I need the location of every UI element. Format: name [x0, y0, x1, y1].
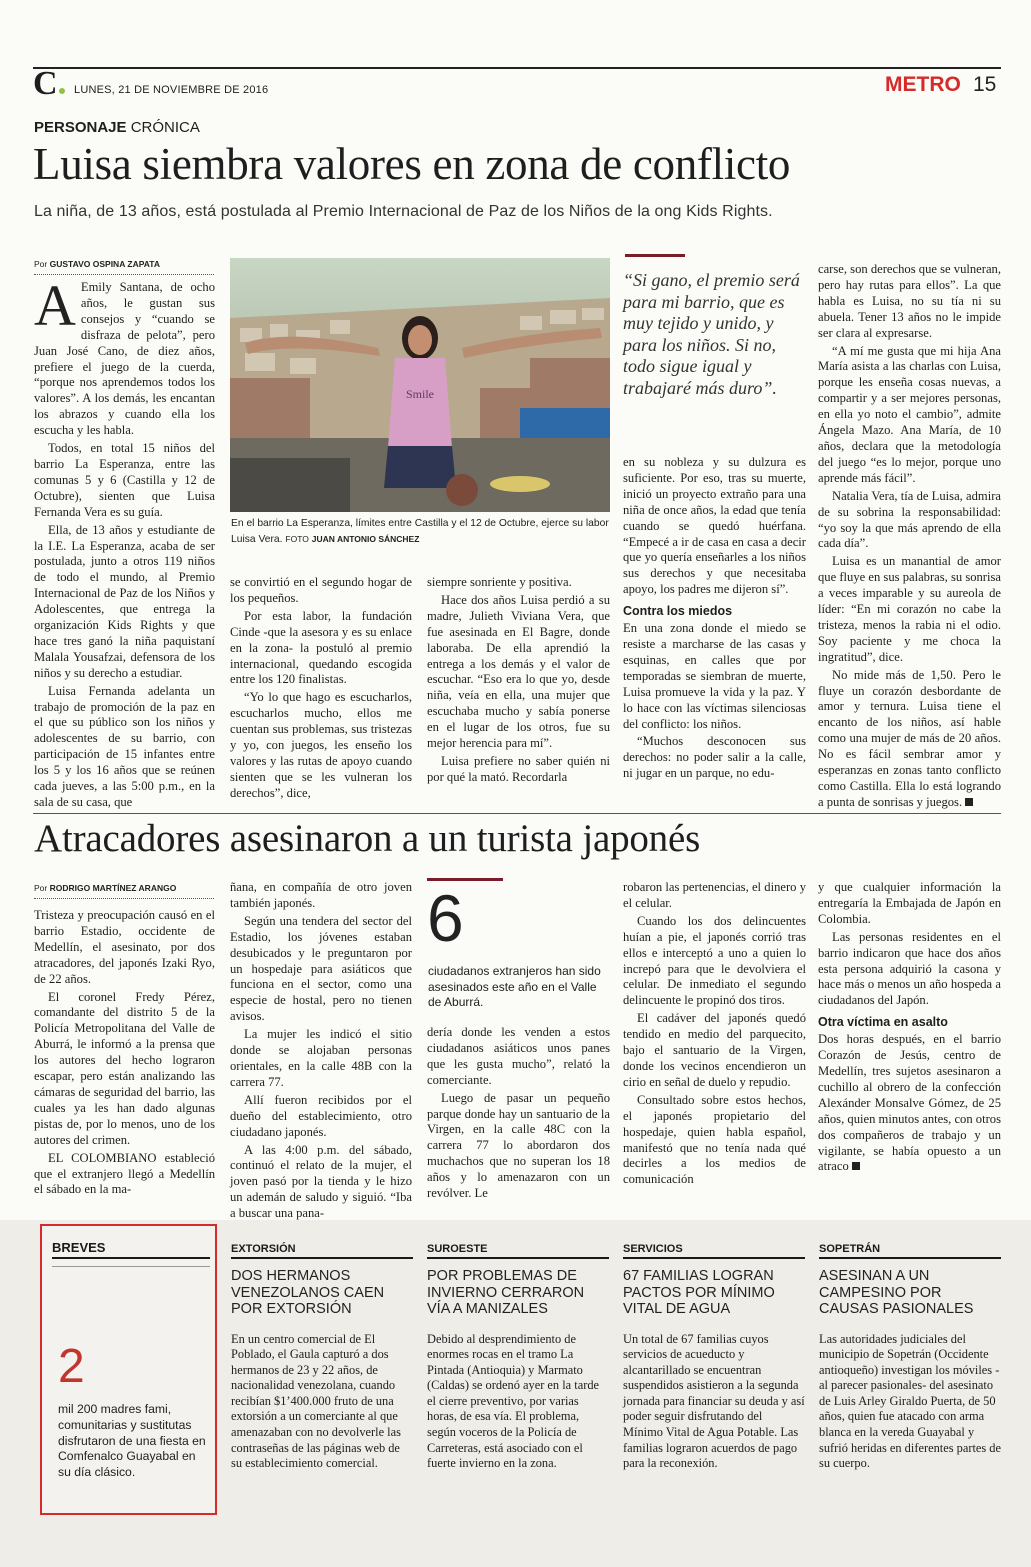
logo-letter: C	[33, 65, 58, 102]
dropcap: A	[34, 273, 76, 338]
byline-author: RODRIGO MARTÍNEZ ARANGO	[49, 883, 177, 893]
article2-paragraph: Allí fueron recibidos por el dueño del establecimiento, otro ciudadano japonés.	[230, 1092, 412, 1139]
article1-paragraph: “A mí me gusta que mi hija Ana María asista a las charlas con Luisa, porque les enseña cosas nuevas, a compartir y a ser mejores personas, en ella yo noto el cambio”, admite Ángela Mazo. Ana María, de 10 años, declara que la metodología del juego “es lo mejor, porque uno aprende más fácil”.	[818, 343, 1001, 485]
article2-col4	[623, 880, 806, 1190]
article1-paragraph: Luisa prefiere no saber quién ni por qué la mató. Recordarla	[427, 753, 610, 784]
article2-paragraph: Según una tendera del sector del Estadio, los jóvenes estaban desubicados y le preguntaron por un hospedaje para asiáticos que funciona en el sector, como una especie de hostal, pero no tienen avisos.	[230, 913, 412, 1024]
top-rule	[33, 67, 1001, 69]
breve-title: POR PROBLEMAS DE INVIERNO CERRARON VÍA A MANIZALES	[427, 1268, 585, 1317]
article2-paragraph: Dos horas después, en el barrio Corazón de Jesús, centro de Medellín, tres sujetos asesinaron a cuchillo al obrero de la confección Alexánder Monsalve Gómez, de 25 años, quien minutos antes, con otros dos compañeros de trabajo y un vigilante, se había opuesto a un atraco	[818, 1032, 1001, 1174]
article1-paragraph: carse, son derechos que se vulneran, pero hay rutas para ellos”. La que habla es Luisa, no su tía ni su abuela. Tener 13 años no le impide ser clara al expresarse.	[818, 262, 1001, 340]
article2-paragraph: ñana, en compañía de otro joven también japonés.	[230, 880, 412, 910]
logo-dot-icon	[59, 88, 65, 94]
article2-paragraph: Luego de pasar un pequeño parque donde hay un santuario de la Virgen, en la calle 48C con la carrera 77 lo abordaron dos muchachos que no superan los 18 años y lo amenazaron con un revólver. Le	[427, 1090, 610, 1201]
article1-paragraph: Ella, de 13 años y estudiante de la I.E. La Esperanza, acaba de ser postulada, junto a otros 119 niños de todo el mundo, al Premio Internacional de Paz de los Niños y Adolescentes, que entrega la organización Kids Rights y que hace tres ganó la niña paquistaní Malala Yousafzai, defensora de los niños y su derecho a estudiar.	[34, 522, 215, 680]
article1-col5	[818, 262, 1001, 813]
article1-paragraph: siempre sonriente y positiva.	[427, 575, 572, 589]
article2-col1	[34, 908, 215, 1200]
pullquote-rule	[625, 254, 685, 257]
kicker-genre: CRÓNICA	[130, 119, 200, 136]
kicker	[34, 119, 200, 136]
headline-2: Atracadores asesinaron a un turista japonés	[34, 817, 701, 860]
breves-label-rule	[52, 1266, 210, 1267]
stat-number: 6	[427, 881, 464, 955]
photo-credit-label: FOTO	[285, 533, 309, 544]
deck: La niña, de 13 años, está postulada al Premio Internacional de Paz de los Niños de la ong Kids Rights.	[34, 203, 773, 220]
kicker-section: PERSONAJE	[34, 119, 127, 136]
byline-prefix: Por	[34, 883, 48, 893]
breves-label: BREVES	[52, 1240, 210, 1259]
article1-paragraph: Por esta labor, la fundación Cinde -que la asesora y es su enlace en la zona- la postuló al premio internacional, quedando escogida entre los 120 finalistas.	[230, 608, 412, 687]
section-name: METRO	[885, 73, 961, 96]
end-mark-icon	[965, 798, 973, 806]
issue-date: LUNES, 21 DE NOVIEMBRE DE 2016	[74, 84, 269, 96]
headline: Luisa siembra valores en zona de conflicto	[33, 139, 791, 189]
article2-paragraph: dería donde les venden a estos ciudadanos asiáticos unos panes que les gusta mucho”, relató la comerciante.	[427, 1025, 610, 1087]
breve-servicios	[623, 1243, 805, 1472]
article2-paragraph: Tristeza y preocupación causó en el barrio Estadio, occidente de Medellín, el asesinato, por dos atracadores, del japonés Izaki Ryo, de 22 años.	[34, 908, 215, 986]
article2-paragraph: El cadáver del japonés quedó tendido en medio del parquecito, bajo el santuario de la Virgen, donde los vecinos encendieron un cirio en señal de duelo y repudio.	[623, 1011, 806, 1089]
breve-tag: SUROESTE	[427, 1243, 609, 1259]
subheading: Contra los miedos	[623, 604, 733, 619]
byline-2	[34, 883, 176, 893]
article1-col1	[34, 273, 215, 813]
breve-tag: EXTORSIÓN	[231, 1243, 413, 1259]
breve-title: DOS HERMANOS VENEZOLANOS CAEN POR EXTORSIÓN	[231, 1268, 385, 1317]
article2-paragraph: robaron las pertenencias, el dinero y el celular.	[623, 880, 806, 910]
breve-body: Debido al desprendimiento de enormes rocas en el tramo La Pintada (Antioquia) y Marmato (Caldas) se ordenó ayer en la tarde el cierre preventivo, por varias horas, de esa vía. El problema, según voceros de la Policía de Carreteras, está asociado con el fuerte invierno en la zona.	[427, 1331, 600, 1471]
article-separator	[33, 813, 1001, 814]
breve-body: Un total de 67 familias cuyos servicios de acueducto y alcantarillado se encuentran suspendidos asistieron a la segunda jornada para financiar su deuda y así poder seguir disfrutando del Mínimo Vital de Agua Potable. Las familias lograron acuerdos de pago para la reconexión.	[623, 1331, 805, 1471]
article1-paragraph: Natalia Vera, tía de Luisa, admira de su sobrina la responsabilidad: “yo soy la que más aprendo de ella cada día”.	[818, 488, 1001, 551]
article2-col3	[427, 1025, 610, 1204]
svg-text:Smile: Smile	[406, 387, 435, 401]
article1-paragraph: No mide más de 1,50. Pero le fluye un corazón desbordante de amor y ternura. Luisa tiene el encanto de los niños, así hable como una mujer de más de 20 años. No es fácil sembrar amor y esperanzas en zonas tanto conflicto como Castilla. Ella lo está logrando a punta de sonrisas y juegos.	[818, 667, 1001, 809]
article2-paragraph: EL COLOMBIANO estableció que el extranjero llegó a Medellín el sábado en la ma-	[34, 1150, 215, 1197]
article2-paragraph: La mujer les indicó el sitio donde se alojaban personas orientales, en la calle 48B con la carrera 77.	[230, 1027, 412, 1089]
logo	[33, 66, 65, 102]
article2-paragraph: Las personas residentes en el barrio indicaron que hace dos años esta persona adquirió la casona y hace más o menos un año hospeda a ciudadanos del Japón.	[818, 929, 1001, 1008]
breves-stat-number: 2	[58, 1340, 85, 1393]
breve-body: Las autoridades judiciales del municipio de Sopetrán (Occidente antioqueño) investigan los móviles -al parecer pasionales- del asesinato de Luis Arley Giraldo Puerta, de 50 años, quien fue atacado con arma blanca en la vereda Guayabal y sufrió heridas en diferentes partes de su cuerpo.	[819, 1331, 1001, 1471]
subheading: Otra víctima en asalto	[818, 1015, 948, 1030]
photo-credit: JUAN ANTONIO SÁNCHEZ	[311, 533, 420, 544]
stat-text: ciudadanos extranjeros han sido asesinados este año en el Valle de Aburrá.	[428, 964, 601, 1009]
article1-paragraph: Hace dos años Luisa perdió a su madre, Julieth Viviana Vera, que fue asesinada en El Bagre, donde laboraba. De ella aprendió la entrega a los demás y el valor de escuchar. “Eso era lo que yo, desde niña, veía en ella, una mujer que escuchaba mucho y sabía ponerse en el lugar de los otros, fue su mejor herencia para mí”.	[427, 592, 610, 751]
breve-tag: SERVICIOS	[623, 1243, 805, 1259]
breve-title: ASESINAN A UN CAMPESINO POR CAUSAS PASIONALES	[819, 1268, 974, 1317]
photo-caption	[231, 517, 609, 547]
breves-label-wrap	[52, 1240, 210, 1259]
article1-paragraph: se convirtió en el segundo hogar de los pequeños.	[230, 575, 412, 605]
article1-col3	[427, 575, 610, 788]
article1-paragraph: “Yo lo que hago es escucharlos, escucharlos mucho, ellos me cuentan sus problemas, sus tristezas y yo, con juegos, les enseño los valores y las rutas de apoyo cuando sienten que se les vulneran los derechos”, dice,	[230, 690, 412, 800]
byline-rule	[34, 898, 214, 899]
article1-col4	[623, 455, 806, 784]
article-photo	[230, 258, 610, 512]
breve-title: 67 FAMILIAS LOGRAN PACTOS POR MÍNIMO VITAL DE AGUA	[623, 1268, 775, 1317]
byline-prefix: Por	[34, 259, 48, 269]
photo-girl-in-neighborhood	[230, 258, 610, 512]
article1-col2	[230, 575, 412, 804]
end-mark-icon	[852, 1162, 860, 1170]
breve-extorsion	[231, 1243, 413, 1472]
article2-paragraph: Consultado sobre estos hechos, el japonés propietario del hospedaje, quien habla español, manifestó que no tenía nada qué decirles a los medios de comunicación	[623, 1092, 806, 1187]
breve-body: En un centro comercial de El Poblado, el Gaula capturó a dos hermanos de 23 y 22 años, de nacionalidad venezolana, cuando recibían $1’400.000 fruto de una extorsión a un comerciante al que amenazaban con no devolverle las contraseñas de las páginas web de su establecimiento comercial.	[231, 1331, 401, 1471]
pullquote: “Si gano, el premio será para mi barrio, que es muy tejido y unido, y para los niños. Si no, todo sigue igual y trabajaré más duro”.	[623, 270, 800, 398]
article1-paragraph: “Muchos desconocen sus derechos: no poder salir a la calle, ni jugar en un parque, no edu-	[623, 734, 806, 781]
article1-paragraph: Luisa es un manantial de amor que fluye en sus palabras, su sonrisa a veces imparable y su aureola de líder: “En mi corazón no cabe la tristeza, menos la rabia ni el odio. Soy paciente y me choca la ingratitud”, dice.	[818, 554, 1001, 664]
article2-paragraph: y que cualquier información la entregaría la Embajada de Japón en Colombia.	[818, 880, 1001, 926]
caption-text: En el barrio La Esperanza, límites entre Castilla y el 12 de Octubre, ejerce su labor Luisa Vera.	[231, 518, 609, 545]
breve-tag: SOPETRÁN	[819, 1243, 1001, 1259]
article2-paragraph: El coronel Fredy Pérez, comandante del distrito 5 de la Policía Metropolitana del Valle de Aburrá, le informó a la prensa que los autores del hecho lograron escapar, pero están analizando las cámaras de seguridad del barrio, las cuales ya les han dado algunas pistas de, por lo menos, uno de los autores del crimen.	[34, 989, 215, 1147]
article1-paragraph: Emily Santana, de ocho años, le gustan sus consejos y “cuando se disfraza de pelota”, pero Juan José Cano, de diez años, prefiere el juego de la cuerda, “porque nos aprendemos todos los valores”. A los demás, les encantan los abrazos y cuando ella los escucha y les habla.	[34, 280, 215, 438]
page-number: 15	[973, 73, 997, 96]
article1-paragraph: Todos, en total 15 niños del barrio La Esperanza, entre las comunas 5 y 6 (Castilla y 12 de Octubre), sienten que Luisa Fernanda Vera es su guía.	[34, 441, 215, 519]
article1-paragraph: en su nobleza y su dulzura es suficiente. Por eso, tras su muerte, inició un proyecto extraño para una niña de once años, la edad que tenía cuando se quedó huérfana. “Empecé a ir de casa en casa a decir que yo quería enseñarles a los niños sus derechos y que necesitaba apoyo, los padres me dijeron sí”.	[623, 455, 806, 597]
breve-sopetran	[819, 1243, 1001, 1472]
article2-paragraph: Cuando los dos delincuentes huían a pie, el japonés corrió tras ellos e interceptó a uno a quien lo increpó para que le devolviera el celular. De inmediato el segundo delincuente le propinó dos tiros.	[623, 913, 806, 1008]
byline-author: GUSTAVO OSPINA ZAPATA	[49, 259, 160, 269]
article2-col5	[818, 880, 1001, 1177]
article2-paragraph: A las 4:00 p.m. del sábado, continuó el relato de la mujer, el joven pasó por la tienda y le hizo un ademán de saludo y siguió. “Iba a buscar una pana-	[230, 1142, 412, 1221]
article2-col2	[230, 880, 412, 1224]
article1-paragraph: En una zona donde el miedo se resiste a marcharse de las casas y esquinas, en calles que por temporadas se siembran de muerte, Luisa promueve la vida y la paz. Y lo hace con las víctimas silenciosas del conflicto: los niños.	[623, 621, 806, 731]
breve-suroeste	[427, 1243, 609, 1472]
byline	[34, 259, 160, 269]
article1-paragraph: Luisa Fernanda adelanta un trabajo de promoción de la paz en el que su público son los niños y adolescentes de su barrio, con participación de 15 infantes entre los 5 y los 16 años que se reúnen cada jueves, a las 5:00 p.m., en la sala de su casa, que	[34, 683, 215, 809]
breves-stat-text: mil 200 madres fami, comunitarias y sustitutas disfrutaron de una fiesta en Comfenalco Guayabal en su día clásico.	[58, 1402, 206, 1480]
